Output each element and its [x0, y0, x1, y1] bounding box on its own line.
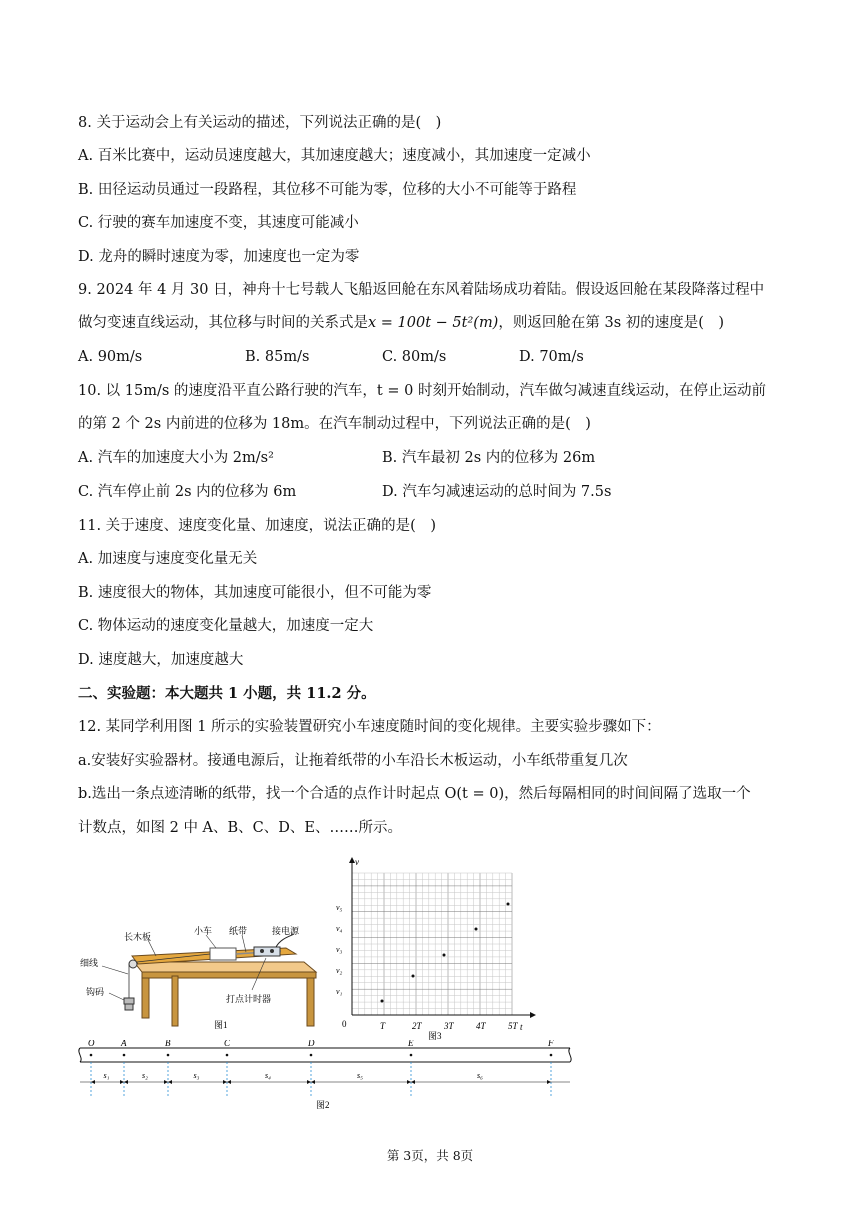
- q11-stem: 11. 关于速度、速度变化量、加速度，说法正确的是( ): [78, 518, 436, 534]
- q8-option-a: A. 百米比赛中，运动员速度越大，其加速度越大；速度减小，其加速度一定减小: [78, 148, 591, 164]
- figure2-paper-tape: [74, 1040, 584, 1112]
- q9-option-a: A. 90m/s: [78, 349, 143, 365]
- figure3-y-label: v: [355, 857, 359, 867]
- figure1-apparatus: [76, 920, 326, 1035]
- figure3-y-tick: v₅: [336, 903, 343, 912]
- q12-stem: 12. 某同学利用图 1 所示的实验装置研究小车速度随时间的变化规律。主要实验步骤如下：: [78, 719, 661, 735]
- q9-option-b: B. 85m/s: [245, 349, 310, 365]
- figure3-x-tick: 2T: [412, 1021, 422, 1031]
- table-top: [134, 962, 316, 972]
- page-footer: 第 3页，共 8页: [386, 1148, 474, 1163]
- tape-dot: [310, 1054, 313, 1057]
- figure3-points: [381, 903, 510, 1003]
- tape-point-label: D: [308, 1040, 315, 1048]
- label-cart: 小车: [194, 926, 213, 936]
- figure3-y-tick: v₁: [336, 987, 343, 996]
- q9-option-c: C. 80m/s: [382, 349, 447, 365]
- tape-segment-label: s₅: [357, 1071, 363, 1080]
- label-weight: 钩码: [86, 987, 105, 997]
- q10-options-row2: [78, 482, 778, 502]
- table-leg: [142, 978, 149, 1018]
- figure1-caption: 图1: [214, 1020, 228, 1030]
- q10-line2: 的第 2 个 2s 内前进的位移为 18m。在汽车制动过程中，下列说法正确的是( ): [78, 416, 591, 432]
- pulley: [129, 960, 137, 968]
- label-power: 接电源: [272, 926, 300, 936]
- tape-segment-label: s₂: [142, 1071, 148, 1080]
- table-leg: [307, 978, 314, 1026]
- label-string: 细线: [80, 958, 99, 968]
- figure3-data-point: [475, 928, 478, 931]
- figure3-grid: [352, 873, 512, 1015]
- q10-options-row1: [78, 448, 778, 468]
- q9-option-d: D. 70m/s: [519, 349, 584, 365]
- q9-line1: 9. 2024 年 4 月 30 日，神舟十七号载人飞船返回舱在东风着陆场成功着陆。假设返回舱在某段降落过程中: [78, 282, 765, 298]
- figure3-x-tick: 4T: [476, 1021, 486, 1031]
- figure3-vt-graph: [330, 855, 540, 1040]
- q8-stem: 8. 关于运动会上有关运动的描述，下列说法正确的是( ): [78, 115, 442, 131]
- tape-dot: [167, 1054, 170, 1057]
- q9-line2-post: ，则返回舱在第 3s 初的速度是( ): [498, 315, 725, 331]
- tape-dot: [226, 1054, 229, 1057]
- q10-option-c: C. 汽车停止前 2s 内的位移为 6m: [78, 484, 297, 500]
- tape-point-label: F: [548, 1040, 554, 1048]
- figure3-x-tick: T: [380, 1021, 386, 1031]
- figure3-x-label: t: [520, 1022, 523, 1032]
- tape-point-label: O: [88, 1040, 95, 1048]
- q12-step-b1: b.选出一条点迹清晰的纸带，找一个合适的点作计时起点 O(t = 0)，然后每隔相同的时间间隔了选取一个: [78, 786, 751, 802]
- tape-dot: [90, 1054, 93, 1057]
- figure3-y-tick: v₃: [336, 945, 343, 954]
- figure3-data-point: [412, 975, 415, 978]
- tape-segment-label: s₃: [193, 1071, 200, 1080]
- figure3-origin: 0: [342, 1019, 347, 1029]
- tape-segment-label: s₄: [265, 1071, 271, 1080]
- q8-option-d: D. 龙舟的瞬时速度为零，加速度也一定为零: [78, 249, 360, 265]
- figure3-caption: 图3: [428, 1031, 442, 1040]
- table-edge: [142, 972, 316, 978]
- tape-segment-label: s₁: [103, 1071, 110, 1080]
- q8-option-b: B. 田径运动员通过一段路程，其位移不可能为零，位移的大小不可能等于路程: [78, 182, 577, 198]
- q9-line2-pre: 做匀变速直线运动，其位移与时间的关系式是: [78, 315, 368, 331]
- section2-heading: 二、实验题：本大题共 1 小题，共 11.2 分。: [78, 685, 376, 702]
- table-leg: [172, 976, 178, 1026]
- tape-point-label: A: [121, 1040, 127, 1048]
- q12-step-a: a.安装好实验器材。接通电源后，让拖着纸带的小车沿长木板运动，小车纸带重复几次: [78, 753, 628, 769]
- tape-dot: [550, 1054, 553, 1057]
- weight: [124, 998, 134, 1004]
- tape-point-label: B: [165, 1040, 171, 1048]
- figure3-y-tick: v₂: [336, 966, 343, 975]
- q11-option-c: C. 物体运动的速度变化量越大，加速度一定大: [78, 618, 374, 634]
- q10-option-b: B. 汽车最初 2s 内的位移为 26m: [382, 450, 596, 466]
- q9-formula: x = 100t − 5t²(m): [368, 315, 499, 331]
- label-board: 长木板: [124, 932, 152, 942]
- q10-line1: 10. 以 15m/s 的速度沿平直公路行驶的汽车，t = 0 时刻开始制动，汽车做匀减速直线运动，在停止运动前: [78, 383, 766, 399]
- figure3-data-point: [507, 903, 510, 906]
- q11-option-b: B. 速度很大的物体，其加速度可能很小，但不可能为零: [78, 585, 432, 601]
- q11-option-a: A. 加速度与速度变化量无关: [78, 551, 258, 567]
- tape-segment-label: s₆: [477, 1071, 483, 1080]
- tape-point-label: C: [224, 1040, 231, 1048]
- cart: [210, 948, 236, 960]
- q10-option-a: A. 汽车的加速度大小为 2m/s²: [78, 450, 274, 466]
- q8-option-c: C. 行驶的赛车加速度不变，其速度可能减小: [78, 215, 359, 231]
- tape-dot: [410, 1054, 413, 1057]
- q12-step-b2: 计数点，如图 2 中 A、B、C、D、E、……所示。: [78, 820, 402, 836]
- q11-option-d: D. 速度越大，加速度越大: [78, 652, 244, 668]
- q10-option-d: D. 汽车匀减速运动的总时间为 7.5s: [382, 484, 612, 500]
- tape-dot: [123, 1054, 126, 1057]
- figure3-data-point: [443, 954, 446, 957]
- figure3-data-point: [381, 1000, 384, 1003]
- ticker-timer: [254, 947, 280, 956]
- q9-options: [78, 347, 778, 367]
- figure3-x-tick: 5T: [508, 1021, 518, 1031]
- figure2-caption: 图2: [316, 1100, 330, 1110]
- label-tape: 纸带: [229, 926, 248, 936]
- q9-line2: [78, 313, 724, 333]
- tape-point-label: E: [408, 1040, 414, 1048]
- figure3-x-tick: 3T: [444, 1021, 454, 1031]
- label-timer: 打点计时器: [226, 994, 272, 1004]
- figure3-y-tick: v₄: [336, 924, 343, 933]
